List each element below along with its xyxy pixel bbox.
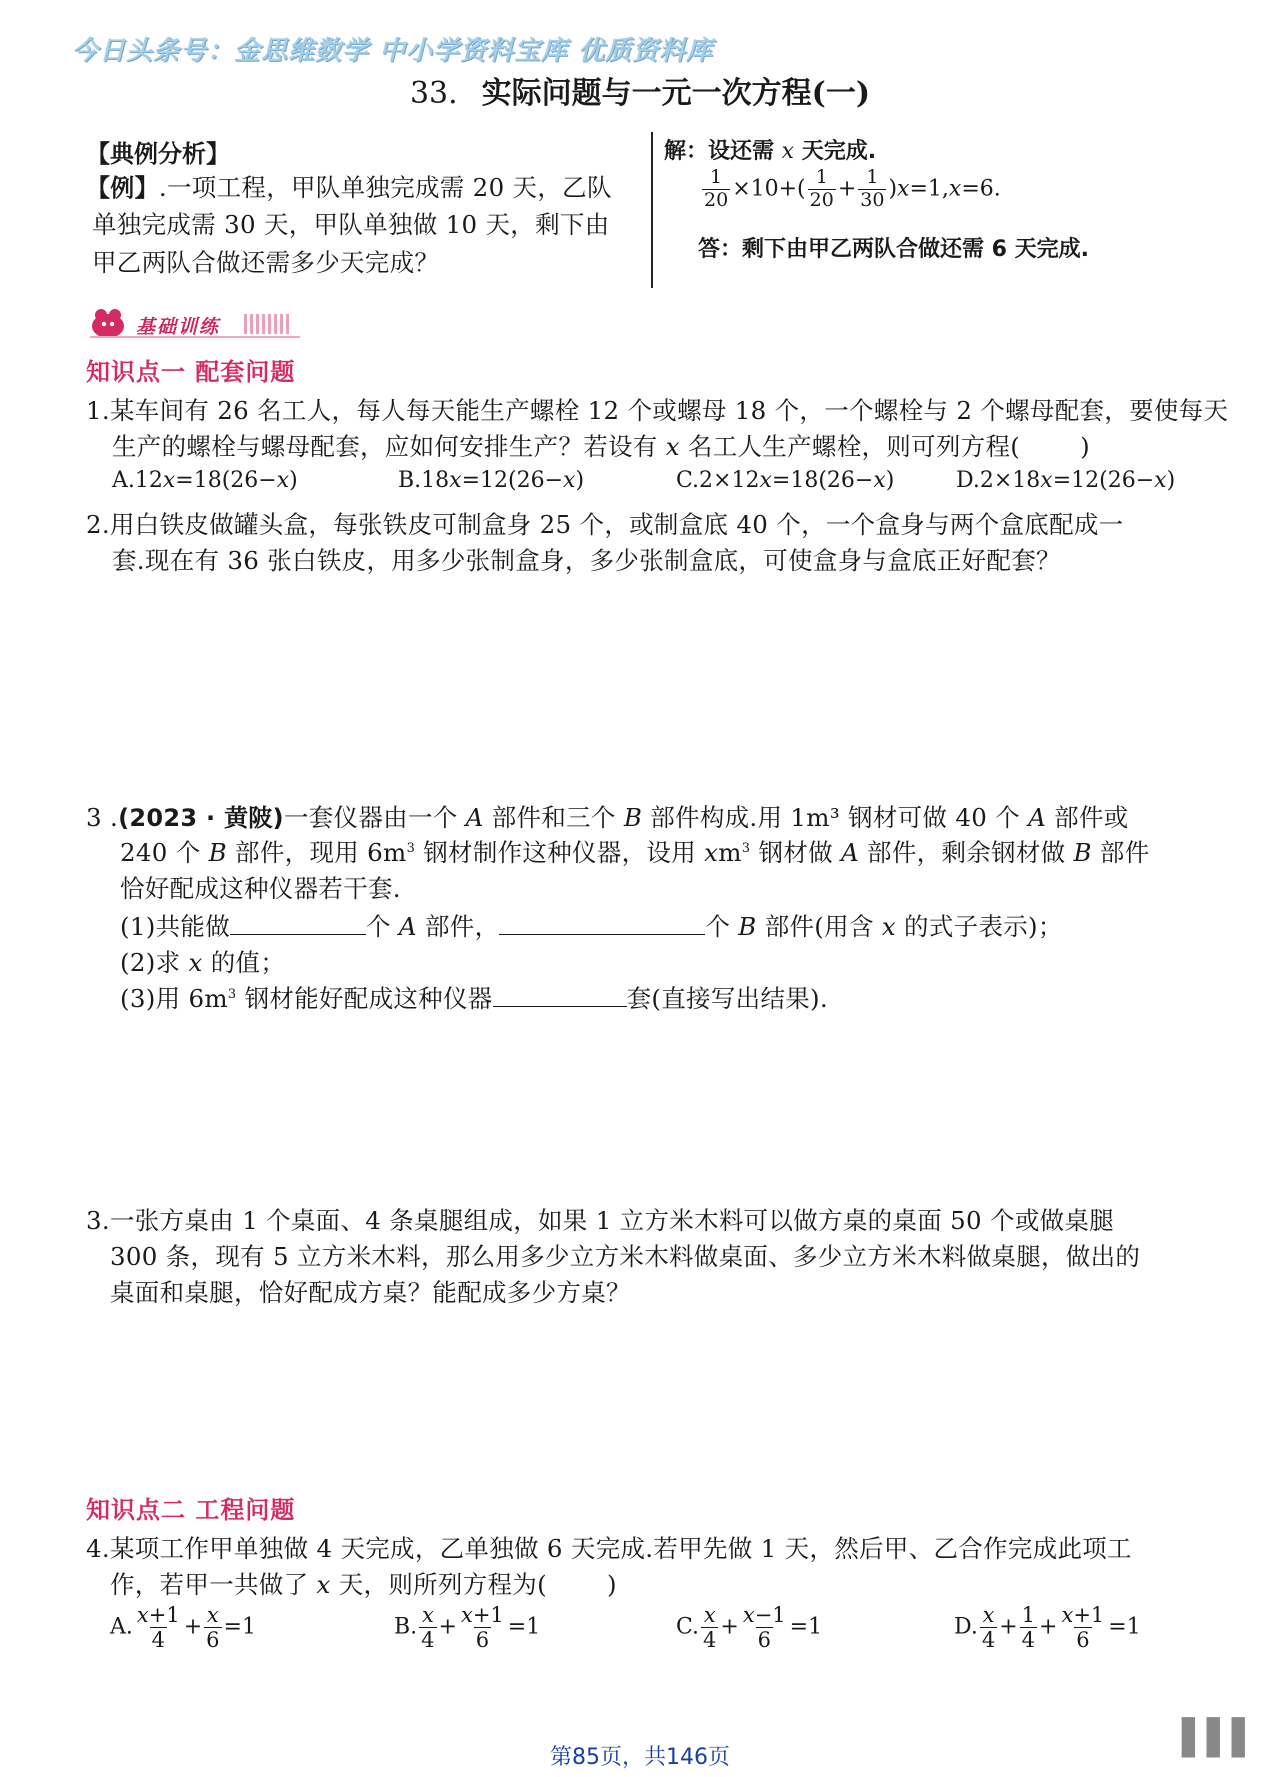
q3b-line-3: 桌面和桌腿，恰好配成方桌？能配成多少方桌？ bbox=[110, 1278, 631, 1307]
q3a-sub-2: (2)求 x 的值； bbox=[120, 948, 286, 977]
q3b-line-2: 300 条，现有 5 立方米木料，那么用多少立方米木料做桌面、多少立方米木料做桌腿，做出的 bbox=[110, 1242, 1141, 1271]
example-line-1 bbox=[86, 168, 612, 204]
lesson-title: 实际问题与一元一次方程(一) bbox=[481, 76, 871, 111]
q4-option-d[interactable]: D. $\frac{x}{4}$ + $\frac{1}{4}$ + $\frac{x+1}{6}$ =1 bbox=[954, 1603, 1141, 1653]
q3b-line-1: 3.一张方桌由 1 个桌面、4 条桌腿组成，如果 1 立方米木料可以做方桌的桌面 50 个或做桌腿 bbox=[86, 1206, 1115, 1235]
knowledge-point-1: 知识点一 配套问题 bbox=[86, 358, 296, 386]
q1-line-2: 生产的螺栓与螺母配套，应如何安排生产？若设有 x 名工人生产螺栓，则可列方程( ) bbox=[112, 432, 1091, 461]
answer-blank[interactable] bbox=[493, 984, 627, 1007]
fraction: $\frac{1}{20}$ bbox=[704, 166, 729, 211]
solution-setup: 解：设还需 x 天完成. bbox=[664, 139, 877, 164]
q4-option-c[interactable]: C. $\frac{x}{4}$ + $\frac{x-1}{6}$ =1 bbox=[676, 1603, 823, 1653]
watermark-header: 今日头条号：金思维数学 中小学资料宝库 优质资料库 bbox=[72, 36, 714, 66]
q1-option-c[interactable]: C.2×12x=18(26−x) bbox=[676, 468, 895, 493]
q3a-line-3: 恰好配成这种仪器若干套. bbox=[120, 874, 401, 903]
q3a-sub-1: (1)共能做 个 A 部件， 个 B 部件(用含 x 的式子表示)； bbox=[120, 912, 1063, 941]
q4-option-b[interactable]: B. $\frac{x}{4}$ + $\frac{x+1}{6}$ =1 bbox=[394, 1603, 541, 1653]
example-label: 【例】 bbox=[86, 174, 159, 202]
example-text-1: .一项工程，甲队单独完成需 20 天，乙队 bbox=[158, 173, 612, 202]
q4-line-2: 作，若甲一共做了 x 天，则所列方程为( ) bbox=[110, 1570, 617, 1599]
q1-option-b[interactable]: B.18x=12(26−x) bbox=[398, 468, 585, 493]
lesson-number: 33. bbox=[409, 76, 458, 111]
q3a-source: (2023 · 黄陂) bbox=[118, 804, 284, 832]
q1-option-d[interactable]: D.2×18x=12(26−x) bbox=[956, 468, 1176, 493]
q2-line-1: 2.用白铁皮做罐头盒，每张铁皮可制盒身 25 个，或制盒底 40 个，一个盒身与两个盒底配成一 bbox=[86, 510, 1124, 539]
q3a-sub-3: (3)用 $6m^3$ 钢材能好配成这种仪器 套(直接写出结果). bbox=[120, 984, 828, 1013]
corner-marks: ▌ ▌ ▌ bbox=[1181, 1718, 1252, 1758]
q4-line-1: 4.某项工作甲单独做 4 天完成，乙单独做 6 天完成.若甲先做 1 天，然后甲、乙合作完成此项工 bbox=[86, 1534, 1132, 1563]
q3a-line-1: 3 .(2023 · 黄陂)一套仪器由一个 A 部件和三个 B 部件构成.用 1m³ 钢材可做 40 个 A 部件或 bbox=[86, 803, 1129, 832]
q4-option-a[interactable]: A. $\frac{x+1}{4}$ + $\frac{x}{6}$ =1 bbox=[110, 1603, 256, 1653]
q3a-line-2: 240 个 B 部件，现用 $6m^3$ 钢材制作这种仪器，设用 $xm^3$ 钢材做 A 部件，剩余钢材做 B 部件 bbox=[120, 838, 1150, 867]
page-indicator: 第85页，共146页 bbox=[550, 1745, 730, 1770]
answer-blank[interactable] bbox=[230, 912, 366, 935]
q1-option-a[interactable]: A.12x=18(26−x) bbox=[112, 468, 298, 493]
example-line-2: 单独完成需 30 天，甲队单独做 10 天，剩下由 bbox=[92, 210, 610, 239]
answer-blank[interactable] bbox=[499, 912, 705, 935]
knowledge-point-2: 知识点二 工程问题 bbox=[86, 1496, 296, 1524]
basic-training-label: 基础训练 bbox=[136, 316, 221, 338]
q2-line-2: 套.现在有 36 张白铁皮，用多少张制盒身，多少张制盒底，可使盒身与盒底正好配套？ bbox=[112, 546, 1061, 575]
example-heading: 【典例分析】 bbox=[86, 140, 230, 168]
solution-answer: 答：剩下由甲乙两队合做还需 6 天完成. bbox=[698, 237, 1089, 262]
q1-line-1: 1.某车间有 26 名工人，每人每天能生产螺栓 12 个或螺母 18 个，一个螺栓与 2 个螺母配套，要使每天 bbox=[86, 396, 1229, 425]
solution-x-value: 6 bbox=[979, 176, 994, 202]
column-divider bbox=[651, 132, 653, 288]
fraction: $\frac{1}{20}$ bbox=[809, 166, 834, 211]
example-line-3: 甲乙两队合做还需多少天完成？ bbox=[92, 248, 440, 277]
fraction: $\frac{1}{30}$ bbox=[860, 166, 885, 211]
page-title bbox=[0, 68, 1280, 112]
solution-equation: $\frac{1}{20}$ ×10+( $\frac{1}{20}$ + $\frac{1}{30}$ )x=1,x=6. bbox=[704, 166, 1001, 211]
